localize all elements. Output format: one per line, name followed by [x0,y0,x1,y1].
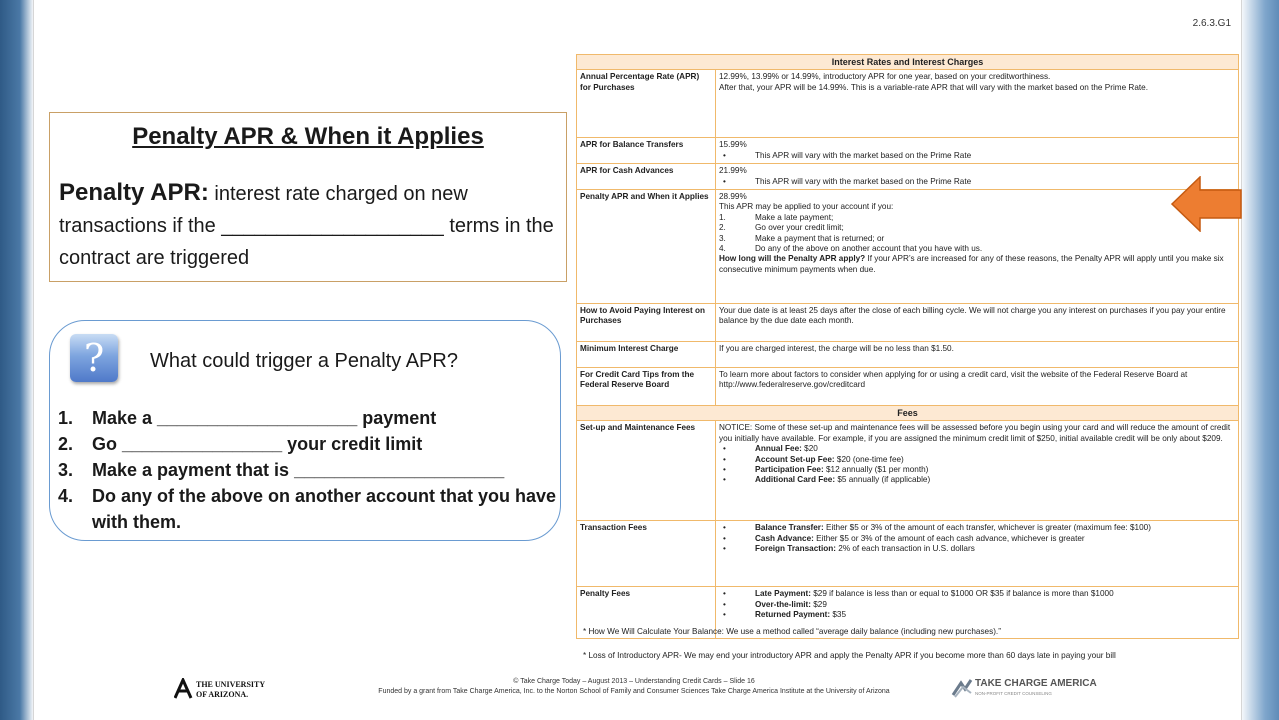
list-item: 1. Make a ____________________ payment [58,408,437,428]
question-mark-icon: ? [70,334,118,382]
table-row: APR for Balance Transfers 15.99% • This APR will vary with the market based on the Prime Rate [577,138,1239,164]
table-row: APR for Cash Advances 21.99% • This APR will vary with the market based on the Prime Rate [577,164,1239,190]
table-row: For Credit Card Tips from the Federal Reserve Board To learn more about factors to consider when applying for or using a credit card, visit the website of the Federal Reserve Board at http://www.federalreserve.gov/creditcard [577,368,1239,406]
table-row: Penalty Fees • Late Payment: $29 if balance is less than or equal to $1000 OR $35 if balance is more than $1000 • Over-the-limit: $29 • Returned Payment: $35 [577,587,1239,639]
definition-term: Penalty APR: [59,179,209,206]
list-item: 2. Go ________________ your credit limit [58,434,423,454]
table-header-fees: Fees [577,406,1239,421]
question-box [49,320,561,541]
slide-id: 2.6.3.G1 [1192,18,1231,29]
question-title: What could trigger a Penalty APR? [150,350,458,372]
table-row: Set-up and Maintenance Fees NOTICE: Some of these set-up and maintenance fees will be assessed before you begin using your card and will reduce the amount of credit you initially have available. For example, if you are assigned the minimum credit limit of $250, initial available credit will be only about $209. • Annual Fee: $20 • Account Set-up Fee: $20 (one-time fee) • Participation Fee: $12 annually ($1 per month) • Additional Card Fee: $5 annually (if applicable) [577,421,1239,521]
svg-text:OF ARIZONA.: OF ARIZONA. [196,690,249,699]
take-charge-america-logo: TAKE CHARGE AMERICA NON-PROFIT CREDIT COUNSELING [951,677,1076,703]
list-item: 3. Make a payment that is _____________________ [58,460,505,480]
definition-box [49,112,567,282]
table-row: Annual Percentage Rate (APR) for Purchases 12.99%, 13.99% or 14.99%, introductory APR for one year, based on your creditworthiness. After that, your APR will be 14.99%. This is a variable-rate APR that will vary with the market based on the Prime Rate. [577,70,1239,138]
definition-text [59,177,559,274]
trigger-list [58,405,558,535]
table-row: Transaction Fees • Balance Transfer: Either $5 or 3% of the amount of each transfer, whichever is greater (maximum fee: $100) • Cash Advance: Either $5 or 3% of the amount of each cash advance, whichever is greater • Foreign Transaction: 2% of each transaction in U.S. dollars [577,521,1239,587]
footer-grant: Funded by a grant from Take Charge America, Inc. to the Norton School of Family and Consumer Sciences Take Charge America Institute at the University of Arizona [378,688,890,695]
definition-body: interest rate charged on new transactions if the ____________________ terms in the contract are triggered [59,183,554,269]
definition-title: Penalty APR & When it Applies [132,123,484,150]
slide [33,0,1242,720]
table-row: How to Avoid Paying Interest on Purchases Your due date is at least 25 days after the close of each billing cycle. We will not charge you any interest on purchases if you pay your entire balance by the due date each month. [577,304,1239,342]
left-arrow-icon [1171,176,1243,232]
list-item: 4. Do any of the above on another account that you have with them. [58,486,557,532]
credit-card-disclosure-table [576,54,1239,639]
table-row: Penalty APR and When it Applies 28.99% This APR may be applied to your account if you: 1. Make a late payment; 2. Go over your credit limit; 3. Make a payment that is returned; or 4. Do any of the above on another account that you have with us. How long will the Penalty APR apply? If your APR’s are increased for any of these reasons, the Penalty APR will apply until you make six consecutive minimum payments when due. [577,190,1239,304]
table-header-rates: Interest Rates and Interest Charges [577,55,1239,70]
intro-apr-note: * Loss of Introductory APR- We may end your introductory APR and apply the Penalty APR if you become more than 60 days late in paying your bill [583,651,1116,660]
balance-note: * How We Will Calculate Your Balance: We use a method called “average daily balance (including new purchases).” [583,627,1001,636]
footer-copyright: © Take Charge Today – August 2013 – Understanding Credit Cards – Slide 16 [513,678,755,685]
table-row: Minimum Interest Charge If you are charged interest, the charge will be no less than $1.50. [577,342,1239,368]
svg-text:THE UNIVERSITY: THE UNIVERSITY [196,680,266,689]
tca-swoosh-icon [951,677,973,699]
